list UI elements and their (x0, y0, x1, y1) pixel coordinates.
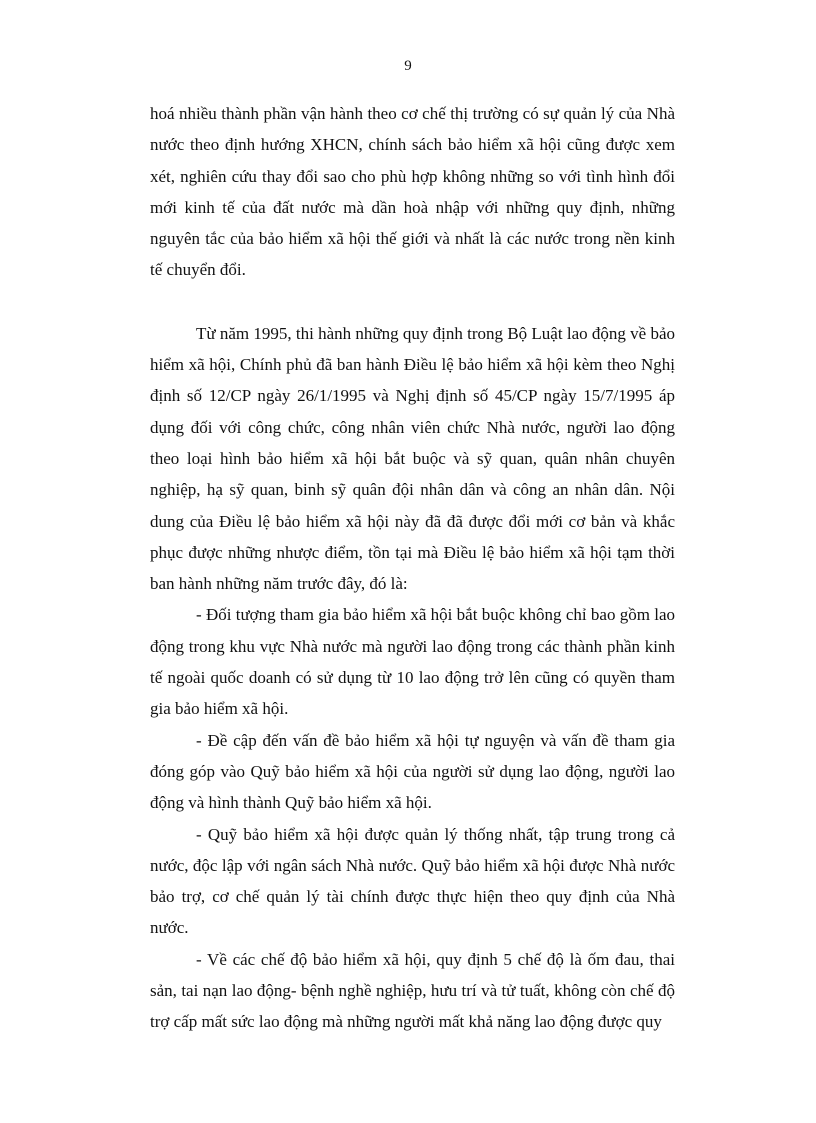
list-item-voluntary-insurance: - Đề cập đến vấn đề bảo hiểm xã hội tự nguyện và vấn đề tham gia đóng góp vào Quỹ bảo hiểm xã hội của người sử dụng lao động, người lao động và hình thành Quỹ bảo hiểm xã hội. (150, 730, 675, 813)
list-item-participants: - Đối tượng tham gia bảo hiểm xã hội bắt buộc không chỉ bao gồm lao động trong khu vực Nhà nước mà người lao động trong các thành phần kinh tế ngoài quốc doanh có sử dụng từ 10 lao động trở lên cũng có quyền tham gia bảo hiểm xã hội. (150, 605, 675, 719)
list-item-insurance-regimes: - Về các chế độ bảo hiểm xã hội, quy định 5 chế độ là ốm đau, thai sản, tai nạn lao động- bệnh nghề nghiệp, hưu trí và tử tuất, không còn chế độ trợ cấp mất sức lao động mà những người mất khả năng lao động được quy (150, 949, 675, 1032)
document-body (150, 98, 675, 1038)
paragraph-intro: hoá nhiều thành phần vận hành theo cơ chế thị trường có sự quản lý của Nhà nước theo định hướng XHCN, chính sách bảo hiểm xã hội cũng được xem xét, nghiên cứu thay đổi sao cho phù hợp không những so với tình hình đổi mới kinh tế của đất nước mà dần hoà nhập với những quy định, những nguyên tắc của bảo hiểm xã hội thế giới và nhất là các nước trong nền kinh tế chuyển đổi. (150, 104, 675, 280)
paragraph-1995-regulations: Từ năm 1995, thi hành những quy định trong Bộ Luật lao động về bảo hiểm xã hội, Chính phủ đã ban hành Điều lệ bảo hiểm xã hội kèm theo Nghị định số 12/CP ngày 26/1/1995 và Nghị định số 45/CP ngày 15/7/1995 áp dụng đối với công chức, công nhân viên chức Nhà nước, người lao động theo loại hình bảo hiểm xã hội bắt buộc và sỹ quan, quân nhân chuyên nghiệp, hạ sỹ quan, binh sỹ quân đội nhân dân và công an nhân dân. Nội dung của Điều lệ bảo hiểm xã hội này đã đã được đổi mới cơ bản và khắc phục được những nhược điểm, tồn tại mà Điều lệ bảo hiểm xã hội tạm thời ban hành những năm trước đây, đó là: (150, 323, 675, 594)
list-item-fund-management: - Quỹ bảo hiểm xã hội được quản lý thống nhất, tập trung trong cả nước, độc lập với ngân sách Nhà nước. Quỹ bảo hiểm xã hội được Nhà nước bảo trợ, cơ chế quản lý tài chính được thực hiện theo quy định của Nhà nước. (150, 824, 675, 938)
page-number: 9 (404, 58, 412, 74)
